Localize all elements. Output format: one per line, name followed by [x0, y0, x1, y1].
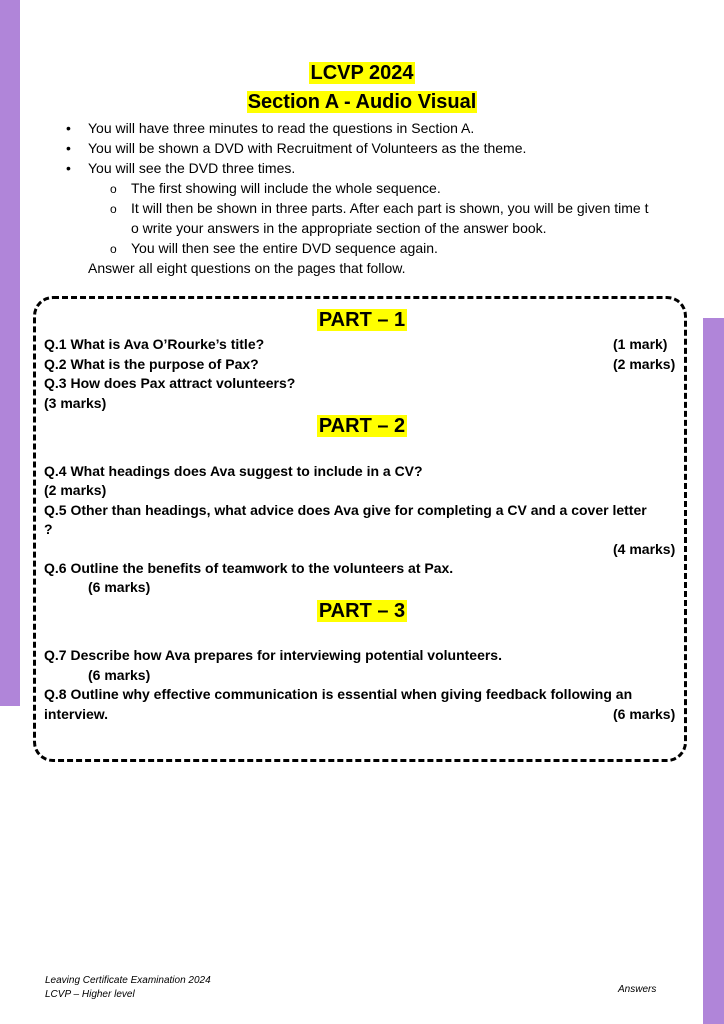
- instruction-subitem: It will then be shown in three parts. After each part is shown, you will be given time t: [131, 200, 649, 216]
- instruction-closing: Answer all eight questions on the pages that follow.: [88, 260, 406, 276]
- instruction-item: You will see the DVD three times.: [88, 160, 296, 176]
- question-8-continued: interview.: [44, 706, 109, 722]
- question-5-marks: (4 marks): [613, 541, 676, 557]
- part-1-heading: PART – 1: [318, 309, 406, 331]
- question-1-marks: (1 mark): [613, 336, 668, 352]
- question-6: Q.6 Outline the benefits of teamwork to the volunteers at Pax.: [44, 560, 454, 576]
- sub-bullet-circle: o: [110, 182, 117, 196]
- footer-answers-label: Answers: [618, 984, 657, 995]
- question-6-marks: (6 marks): [88, 579, 151, 595]
- question-8: Q.8 Outline why effective communication is essential when giving feedback following an: [44, 686, 633, 702]
- footer-exam-name: Leaving Certificate Examination 2024: [45, 975, 211, 986]
- question-7: Q.7 Describe how Ava prepares for interviewing potential volunteers.: [44, 647, 502, 663]
- sub-bullet-circle: o: [110, 202, 117, 216]
- part-3-heading: PART – 3: [318, 600, 406, 622]
- question-2-marks: (2 marks): [613, 356, 676, 372]
- question-5: Q.5 Other than headings, what advice does Ava give for completing a CV and a cover letter: [44, 502, 647, 518]
- bullet-dot: •: [66, 160, 71, 176]
- question-4: Q.4 What headings does Ava suggest to include in a CV?: [44, 463, 423, 479]
- question-7-marks: (6 marks): [88, 667, 151, 683]
- bullet-dot: •: [66, 140, 71, 156]
- instruction-item: You will have three minutes to read the questions in Section A.: [88, 120, 475, 136]
- instruction-item: You will be shown a DVD with Recruitment of Volunteers as the theme.: [88, 140, 527, 156]
- footer-level: LCVP – Higher level: [45, 989, 135, 1000]
- question-8-marks: (6 marks): [613, 706, 676, 722]
- instruction-subitem: You will then see the entire DVD sequence again.: [131, 240, 438, 256]
- question-3: Q.3 How does Pax attract volunteers?: [44, 375, 296, 391]
- instruction-subitem-continued: o write your answers in the appropriate section of the answer book.: [131, 220, 547, 236]
- question-2: Q.2 What is the purpose of Pax?: [44, 356, 259, 372]
- question-5-continued: ?: [44, 521, 53, 537]
- question-3-marks: (3 marks): [44, 395, 107, 411]
- section-title: Section A - Audio Visual: [247, 91, 477, 113]
- question-4-marks: (2 marks): [44, 482, 107, 498]
- bullet-dot: •: [66, 120, 71, 136]
- part-2-heading: PART – 2: [318, 415, 406, 437]
- instruction-subitem: The first showing will include the whole sequence.: [131, 180, 441, 196]
- question-1: Q.1 What is Ava O’Rourke’s title?: [44, 336, 265, 352]
- page-title: LCVP 2024: [310, 62, 414, 84]
- sub-bullet-circle: o: [110, 242, 117, 256]
